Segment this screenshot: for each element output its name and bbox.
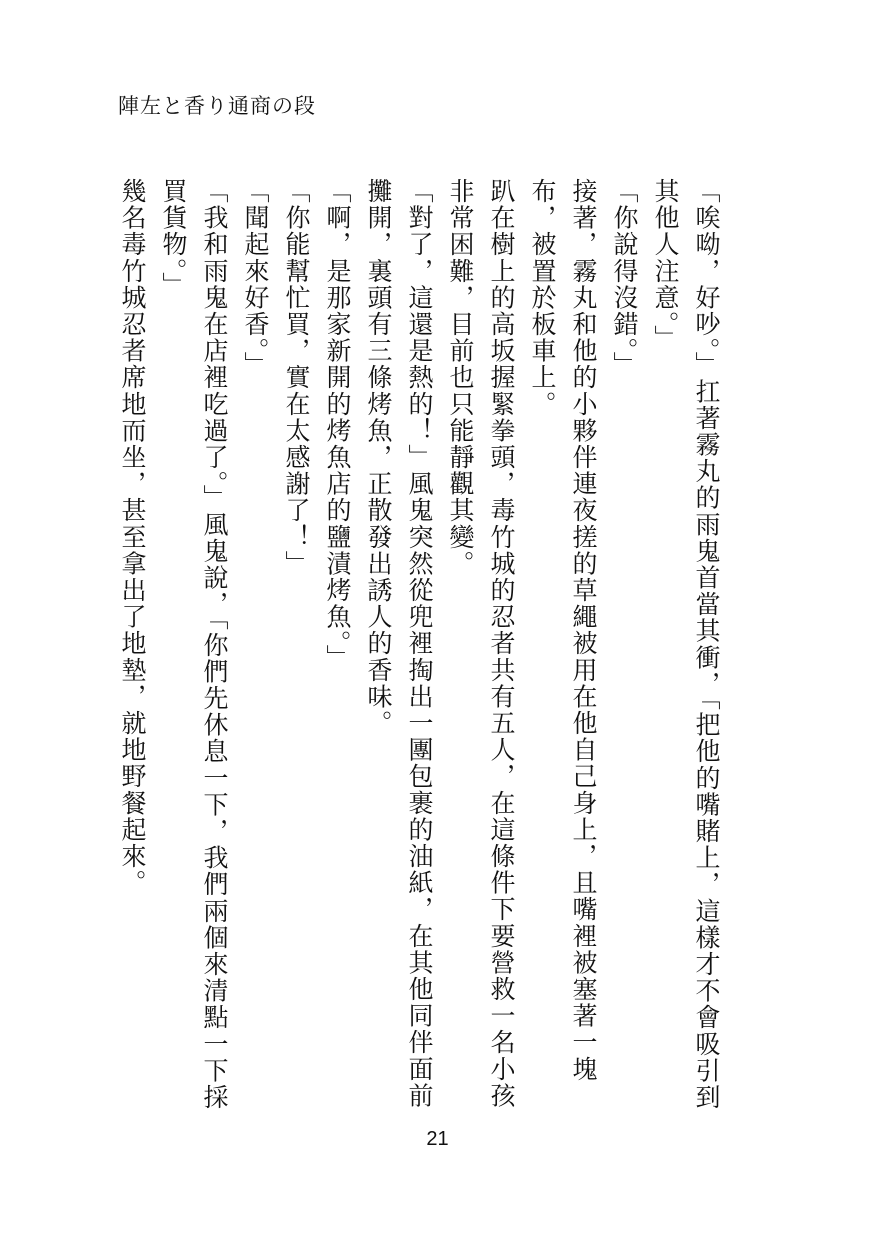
paragraph: 幾名毒竹城忍者席地而坐，甚至拿出了地墊，就地野餐起來。 — [118, 178, 147, 897]
paragraph: 「對了，這還是熱的！」風鬼突然從兜裡掏出一團包裹的油紙，在其他同伴面前攤開，裏頭有三條烤魚，正散發出誘人的香味。 — [364, 178, 434, 1109]
running-header: 陣左と香り通商の段 — [118, 94, 316, 118]
paragraph: 「我和雨鬼在店裡吃過了。」風鬼說，「你們先休息一下，我們兩個來清點一下採買貨物。」 — [159, 178, 229, 1111]
paragraph: 「聞起來好香。」 — [241, 178, 270, 379]
paragraph: 「唉呦，好吵。」扛著霧丸的雨鬼首當其衝，「把他的嘴賭上，這樣才不會吸引到其他人注意。」 — [651, 178, 721, 1111]
page-number: 21 — [426, 1128, 449, 1150]
paragraph: 「啊，是那家新開的烤魚店的鹽漬烤魚。」 — [323, 178, 352, 671]
paragraph: 「你說得沒錯。」 — [610, 178, 639, 379]
paragraph: 趴在樹上的高坂握緊拳頭，毒竹城的忍者共有五人，在這條件下要營救一名小孩非常困難，目前也只能靜觀其變。 — [446, 178, 516, 1109]
paragraph: 「你能幫忙買，實在太感謝了！」 — [282, 178, 311, 577]
vertical-body-text — [112, 178, 727, 1118]
paragraph: 接著，霧丸和他的小夥伴連夜搓的草繩被用在他自己身上，且嘴裡被塞著一塊布，被置於板車上。 — [528, 178, 598, 1083]
